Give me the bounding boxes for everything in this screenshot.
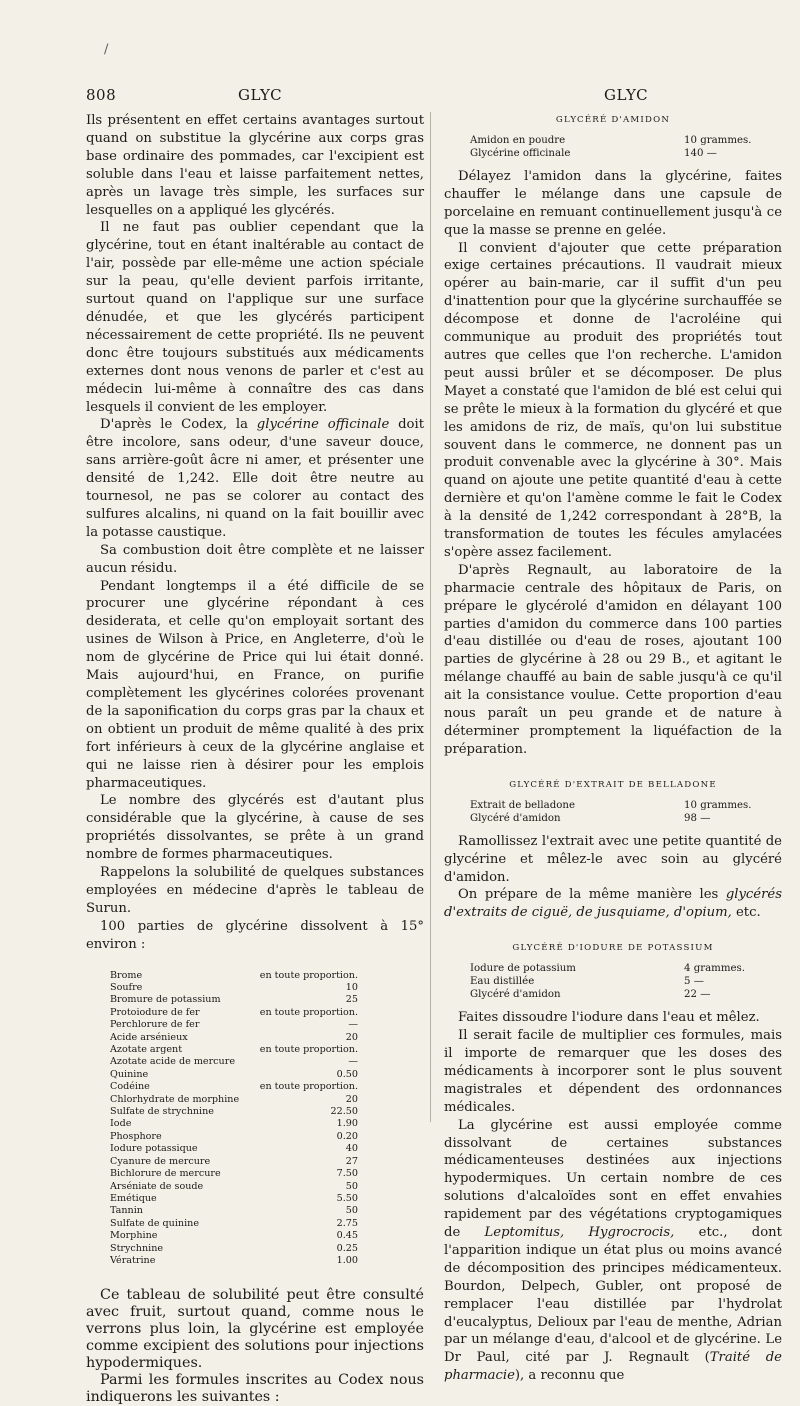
text-run: doit être incolore, sans odeur, d'une saveur douce, sans arrière-goût âcre ni amer, et présenter une densité de 1,242. Elle doit être neutre au tournesol, ne pas se colorer au contact des sulfures alcalins, ni quand on la fait bouillir avec la potasse caustique. xyxy=(86,417,424,540)
page-number: 808 xyxy=(86,86,117,104)
text-run: D'après le Codex, la xyxy=(100,417,257,433)
recipe-table xyxy=(470,962,762,1001)
right-column xyxy=(444,106,782,1385)
item-value: — xyxy=(348,1019,358,1031)
item-value: 0.45 xyxy=(336,1230,358,1242)
recipe-table xyxy=(470,134,762,160)
item-name: Iodure de potassium xyxy=(470,963,576,975)
item-name: Chlorhydrate de morphine xyxy=(110,1093,240,1105)
table-row xyxy=(110,1094,358,1106)
item-name: Strychnine xyxy=(110,1242,164,1254)
recipe-title: GLYCÉRÉ D'AMIDON xyxy=(555,115,671,125)
item-value: 1.00 xyxy=(336,1254,358,1266)
item-value: 20 xyxy=(345,1093,358,1105)
italic-term: glycérés d'extraits de ciguë, de jusquiame, d'opium, xyxy=(444,887,782,921)
paragraph: Pendant longtemps il a été difficile de se procurer une glycérine répondant à ces desiderata, et celle qu'on employait sortant des usines de Wilson à Price, en Angleterre, d'où le nom de glycérine de Price qui lui était donné. Mais aujourd'hui, en France, on purifie complètement les glycérines colorées provenant de la saponification du corps gras par la chaux et on obtient un produit de même qualité à des prix fort inférieurs à ceux de la glycérine anglaise et qui ne laisse rien à désirer pour les emplois pharmaceutiques. xyxy=(86,578,424,791)
item-name: Extrait de belladone xyxy=(470,799,575,811)
item-value: 7.50 xyxy=(336,1168,358,1180)
paragraph: Ils présentent en effet certains avantages surtout quand on substitue la glycérine aux corps gras base ordinaire des pommades, car l'excipient est soluble dans l'eau et laisse parfaitement nettes, après un lavage très simple, les surfaces sur lesquelles on a appliqué les glycérés. xyxy=(86,113,424,218)
item-value: en toute proportion. xyxy=(259,1081,358,1093)
table-row xyxy=(110,1143,358,1155)
item-value: 22 — xyxy=(684,989,711,1001)
table-row xyxy=(110,970,358,982)
paragraph xyxy=(444,886,782,922)
paragraph: Il serait facile de multiplier ces formules, mais il importe de remarquer que les doses des médicaments à incorporer sont le plus souvent magistrales et dépendent des ordonnances médicales. xyxy=(444,1028,782,1115)
margin-mark: / xyxy=(104,42,109,57)
item-value: 1.90 xyxy=(336,1118,358,1130)
item-name: Morphine xyxy=(110,1230,158,1242)
table-row xyxy=(110,1106,358,1118)
item-name: Soufre xyxy=(110,982,143,993)
table-row xyxy=(110,1181,358,1193)
item-value: 10 grammes. xyxy=(684,799,752,811)
paragraph: Il convient d'ajouter que cette préparation exige certaines précautions. Il vaudrait mieux opérer au bain-marie, car il suffit d'un peu d'inattention pour que la glycérine surchauffée se décompose et donne de l'acroléine qui communique au produit des propriétés tout autres que celles que l'on recherche. L'amidon peut aussi brûler et se décomposer. De plus Mayet a constaté que l'amidon de blé est celui qui se prête le mieux à la formation du glycéré et que les amidons de riz, de maïs, qu'on lui substitue souvent dans le commerce, ne donnent pas un produit convenable avec la glycérine à 30°. Mais quand on ajoute une petite quantité d'eau à cette dernière et qu'on l'amène comme le fait le Codex à la densité de 1,242 correspondant à 28°B, la transformation de toutes les fécules amylacées s'opère assez facilement. xyxy=(444,240,782,560)
paragraph: Faites dissoudre l'iodure dans l'eau et mêlez. xyxy=(458,1010,760,1026)
item-name: Sulfate de quinine xyxy=(110,1217,200,1229)
item-value: 0.20 xyxy=(336,1130,358,1142)
item-value: 4 grammes. xyxy=(684,963,746,975)
item-name: Amidon en poudre xyxy=(470,134,566,146)
item-name: Emétique xyxy=(110,1192,157,1204)
item-name: Acide arsénieux xyxy=(110,1031,188,1043)
table-row xyxy=(110,994,358,1006)
table-row xyxy=(110,1156,358,1168)
item-value: 27 xyxy=(345,1155,358,1167)
text-run: etc., dont l'apparition indique un état plus ou moins avancé de décomposition des principes médicamenteux. Bourdon, Delpech, Gubler, ont proposé de remplacer l'eau distillée par l'hydrolat d'eucalyptus, Delioux par l'eau de menthe, Adrian par un mélange d'eau, d'alcool et de glycérine. Le Dr Paul, cité par J. Regnault ( xyxy=(444,1225,782,1366)
text-run: etc. xyxy=(731,905,761,921)
paragraph: Il ne faut pas oublier cependant que la glycérine, tout en étant inaltérable au contact de l'air, possède par elle-même une action spéciale sur la peau, qu'elle devient parfois irritante, surtout quand on l'applique sur une surface dénudée, et que les glycérés participent nécessairement de cette propriété. Ils ne peuvent donc être toujours substitués aux médicaments externes dont nous venons de parler et c'est au médecin lui-même à connaître des cas dans lesquels il convient de les employer. xyxy=(86,220,424,415)
item-name: Azotate acide de mercure xyxy=(110,1056,235,1068)
item-name: Tannin xyxy=(110,1205,143,1217)
paragraph xyxy=(444,1117,782,1386)
recipe-row xyxy=(470,812,762,825)
column-divider xyxy=(430,112,431,1122)
recipe-title: GLYCÉRÉ D'EXTRAIT DE BELLADONE xyxy=(509,779,717,790)
table-row xyxy=(110,1019,358,1031)
item-name: Iodure potassique xyxy=(110,1143,198,1155)
item-value: — xyxy=(348,1056,358,1068)
paragraph: Rappelons la solubilité de quelques substances employées en médecine d'après le tableau de Surun. xyxy=(86,865,424,916)
solubility-table xyxy=(110,970,358,1268)
table-row xyxy=(110,982,358,994)
item-name: Codéine xyxy=(110,1081,150,1093)
table-row xyxy=(110,1069,358,1081)
text-run: On prépare de la même manière les xyxy=(458,887,726,903)
paragraph: Parmi les formules inscrites au Codex nous indiquerons les suivantes : xyxy=(86,1372,424,1406)
table-row xyxy=(110,1131,358,1143)
recipe-row xyxy=(470,134,762,147)
paragraph: 100 parties de glycérine dissolvent à 15° environ : xyxy=(86,918,424,952)
recipe-row xyxy=(470,988,762,1001)
table-row xyxy=(110,1193,358,1205)
item-value: 10 grammes. xyxy=(684,134,752,146)
paragraph xyxy=(86,416,424,541)
text-run: ), a reconnu que xyxy=(514,1368,625,1384)
item-name: Eau distillée xyxy=(470,976,535,988)
text-run: La glycérine est aussi employée comme dissolvant de certaines substances médicamenteuses destinées aux injections hypodermiques. Un certain nombre de ces solutions d'alcaloïdes sont en effet envahies rapidement par des végétations cryptogamiques de xyxy=(444,1117,782,1241)
item-value: 50 xyxy=(345,1205,358,1217)
item-value: 5.50 xyxy=(336,1192,358,1204)
item-name: Vératrine xyxy=(110,1254,156,1266)
item-name: Brome xyxy=(110,969,143,981)
item-name: Arséniate de soude xyxy=(110,1180,204,1192)
item-value: en toute proportion. xyxy=(259,969,358,981)
table-row xyxy=(110,1007,358,1019)
item-name: Perchlorure de fer xyxy=(110,1019,200,1031)
table-row xyxy=(110,1032,358,1044)
paragraph: Le nombre des glycérés est d'autant plus considérable que la glycérine, à cause de ses propriétés dissolvantes, se prête à un grand nombre de formes pharmaceutiques. xyxy=(86,793,424,863)
item-value: 5 — xyxy=(684,976,704,988)
recipe-table xyxy=(470,799,762,825)
item-name: Bromure de potassium xyxy=(110,994,221,1006)
table-row xyxy=(110,1118,358,1130)
item-value: en toute proportion. xyxy=(259,1006,358,1018)
table-row xyxy=(110,1044,358,1056)
item-name: Phosphore xyxy=(110,1130,162,1142)
paragraph: D'après Regnault, au laboratoire de la pharmacie centrale des hôpitaux de Paris, on prépare le glycérolé d'amidon en délayant 100 parties d'amidon du commerce dans 100 parties d'eau distillée ou d'eau de roses, ajoutant 100 parties de glycérine à 28 ou 29 B., et agitant le mélange chauffé au bain de sable jusqu'à ce qu'il ait la consistance voulue. Cette proportion d'eau nous paraît un peu grande et de nature à déterminer promptement la liquéfaction de la préparation. xyxy=(444,562,782,757)
table-row xyxy=(110,1243,358,1255)
item-name: Cyanure de mercure xyxy=(110,1155,211,1167)
item-value: 98 — xyxy=(684,812,711,824)
item-value: 25 xyxy=(345,994,358,1006)
item-name: Sulfate de strychnine xyxy=(110,1106,214,1118)
item-value: 10 xyxy=(345,982,358,993)
item-value: 20 xyxy=(345,1031,358,1043)
item-name: Azotate argent xyxy=(110,1044,183,1056)
table-row xyxy=(110,1056,358,1068)
table-row xyxy=(110,1081,358,1093)
closing-text xyxy=(86,1287,424,1406)
paragraph: Ce tableau de solubilité peut être consulté avec fruit, surtout quand, comme nous le verrons plus loin, la glycérine est employée comme excipient des solutions pour injections hypodermiques. xyxy=(86,1287,424,1372)
item-name: Iode xyxy=(110,1118,132,1130)
item-name: Glycérine officinale xyxy=(470,147,571,159)
item-value: 22.50 xyxy=(330,1106,358,1118)
italic-term: Leptomitus, Hygrocrocis, xyxy=(484,1225,675,1241)
left-column xyxy=(86,112,424,1406)
running-head-right: GLYC xyxy=(604,86,649,104)
item-value: 140 — xyxy=(684,147,717,159)
italic-term: glycérine officinale xyxy=(256,417,390,433)
item-name: Quinine xyxy=(110,1068,149,1080)
recipe-row xyxy=(470,147,762,160)
paragraph: Délayez l'amidon dans la glycérine, faites chauffer le mélange dans une capsule de porcelaine en remuant continuellement jusqu'à ce que la masse se prenne en gelée. xyxy=(444,168,782,238)
item-name: Bichlorure de mercure xyxy=(110,1168,221,1180)
item-value: 0.50 xyxy=(336,1068,358,1080)
running-head-left: GLYC xyxy=(238,86,283,104)
item-value: 40 xyxy=(345,1143,358,1155)
recipe-row xyxy=(470,962,762,975)
paragraph: Ramollissez l'extrait avec une petite quantité de glycérine et mêlez-le avec soin au glycéré d'amidon. xyxy=(444,833,782,885)
paragraph: Sa combustion doit être complète et ne laisser aucun résidu. xyxy=(86,542,424,576)
italic-term: Traité de pharmacie xyxy=(444,1350,782,1384)
item-value: 2.75 xyxy=(336,1217,358,1229)
recipe-title: GLYCÉRÉ D'IODURE DE POTASSIUM xyxy=(512,943,714,954)
recipe-row xyxy=(470,975,762,988)
item-name: Glycéré d'amidon xyxy=(470,812,561,824)
table-row xyxy=(110,1255,358,1267)
table-row xyxy=(110,1230,358,1242)
item-name: Glycéré d'amidon xyxy=(470,989,561,1001)
table-row xyxy=(110,1168,358,1180)
item-value: 50 xyxy=(345,1180,358,1192)
item-value: 0.25 xyxy=(336,1242,358,1254)
table-row xyxy=(110,1205,358,1217)
item-name: Protoiodure de fer xyxy=(110,1006,200,1018)
recipe-row xyxy=(470,799,762,812)
table-row xyxy=(110,1218,358,1230)
item-value: en toute proportion. xyxy=(259,1044,358,1056)
